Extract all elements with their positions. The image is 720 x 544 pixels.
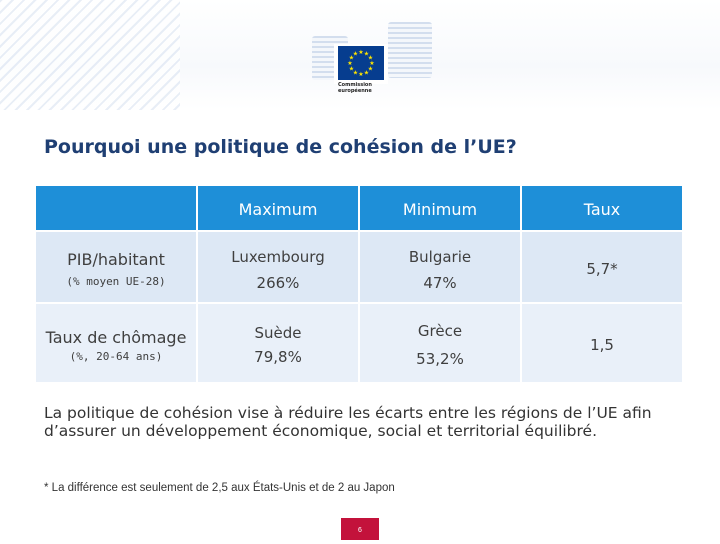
- svg-text:★: ★: [352, 50, 359, 58]
- svg-text:★: ★: [358, 49, 364, 56]
- page-number: 6: [358, 527, 362, 534]
- body-paragraph: La politique de cohésion vise à réduire les écarts entre les régions de l’UE afin d’assurer un développement économique, social et territorial équilibré.: [44, 404, 652, 440]
- min-value: 47%: [423, 274, 457, 292]
- min-value: 53,2%: [416, 350, 464, 368]
- row-sublabel: (%, 20-64 ans): [69, 350, 163, 363]
- svg-text:★: ★: [367, 54, 374, 62]
- svg-text:★: ★: [369, 60, 375, 67]
- svg-text:★: ★: [358, 71, 364, 78]
- ratio-value: 5,7*: [586, 260, 618, 278]
- building-graphic: [388, 22, 432, 78]
- column-header: Minimum: [402, 200, 478, 219]
- max-value: 266%: [256, 274, 300, 292]
- max-country: Suède: [254, 324, 302, 342]
- page-title: Pourquoi une politique de cohésion de l’UE?: [44, 136, 517, 158]
- column-header: Taux: [583, 200, 621, 219]
- min-country: Bulgarie: [408, 248, 472, 266]
- max-country: Luxembourg: [231, 248, 325, 266]
- svg-text:★: ★: [352, 69, 359, 77]
- banner-pattern: [0, 0, 180, 110]
- logo-text-line1: Commission: [338, 82, 372, 88]
- footnote: * La différence est seulement de 2,5 aux États-Unis et de 2 au Japon: [44, 482, 395, 494]
- svg-text:★: ★: [363, 50, 370, 58]
- svg-text:★: ★: [348, 65, 355, 73]
- svg-text:★: ★: [367, 65, 374, 73]
- ratio-value: 1,5: [590, 336, 614, 354]
- svg-text:★: ★: [347, 60, 353, 67]
- svg-text:★: ★: [348, 54, 355, 62]
- header-cell-empty: [36, 186, 196, 230]
- row-label: PIB/habitant: [67, 250, 165, 269]
- row-label: Taux de chômage: [45, 328, 187, 347]
- page-number-badge: [341, 518, 379, 540]
- logo-text: [338, 82, 398, 94]
- eu-stars-icon: [338, 46, 384, 80]
- row-sublabel: (% moyen UE-28): [66, 275, 166, 288]
- logo-text-line2: européenne: [338, 88, 372, 94]
- svg-text:★: ★: [363, 69, 370, 77]
- max-value: 79,8%: [254, 348, 302, 366]
- eu-flag-logo: [338, 46, 384, 80]
- header-banner: [0, 0, 720, 110]
- min-country: Grèce: [417, 322, 463, 340]
- column-header: Maximum: [238, 200, 318, 219]
